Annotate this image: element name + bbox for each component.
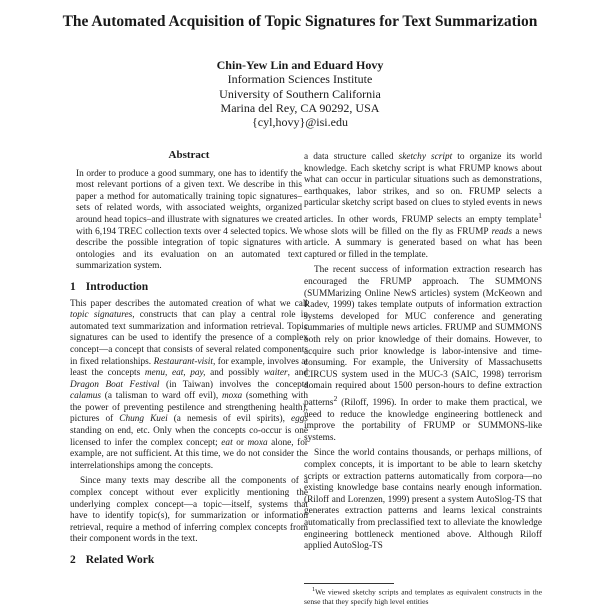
- affiliation-institute: Information Sciences Institute: [227, 72, 373, 87]
- author-names: Chin-Yew Lin and Eduard Hovy: [216, 58, 384, 72]
- section-2-title: Related Work: [85, 554, 155, 566]
- intro-paragraph-1: This paper describes the automated creation of what we call topic signatures, constructs that can play a central role in automated text summarization and information retrieval. Topic signatures can be used to identify the presence of a complex concept—a concept that consists of several related components in fixed relationships. Restaurant-visit, for example, involves at least the concepts menu, eat, pay, and possibly waiter, and Dragon Boat Festival (in Taiwan) involves the concepts calamus (a talisman to ward off evil), moxa (something with the power of preventing pestilence and strengthening health), pictures of Chung Kuei (a nemesis of evil spirits), eggs standing on end, etc. Only when the concepts co-occur is one licensed to infer the complex concept; eat or moxa alone, for example, are not sufficient. At this time, we do not consider the interrelationships among the concepts.: [70, 298, 308, 471]
- section-1-title: Introduction: [85, 280, 149, 293]
- footnote-1: [304, 585, 542, 606]
- paper-title: The Automated Acquisition of Topic Signatures for Text Summarization: [62, 13, 538, 30]
- section-2-heading: [70, 555, 308, 567]
- footnote-divider: [304, 583, 394, 584]
- related-paragraph-3: Since the world contains thousands, or perhaps millions, of complex concepts, it is important to be able to learn sketchy scripts or extraction patterns automatically from corpora—no existing knowledge base contains nearly enough information. (Riloff and Lorenzen, 1999) present a system AutoSlog-TS that generates extraction patterns and learns lexical constraints automatically from preclassified text to alleviate the knowledge engineering bottleneck mentioned above. Although Riloff applied AutoSlog-TS: [304, 448, 542, 552]
- section-1-heading: [70, 282, 308, 294]
- affiliation-address: Marina del Rey, CA 90292, USA: [220, 100, 380, 115]
- left-column: [70, 150, 308, 572]
- right-column: [304, 152, 542, 553]
- author-block: [100, 58, 500, 129]
- related-paragraph-1: a data structure called sketchy script to organize its world knowledge. Each sketchy script is what FRUMP knows about what can occur in particular situations such as demonstrations, earthquakes, labor strikes, and so on. FRUMP selects a particular sketchy script based on clues to styled events in news articles. In other words, FRUMP selects an empty template$^1$ whose slots will be filled on the fly as FRUMP reads a news article. A summary is generated based on what has been captured or filled in the template.: [304, 152, 542, 260]
- footnote-ref-1: 1: [538, 210, 542, 220]
- related-paragraph-2: The recent success of information extraction research has encouraged the FRUMP approach. The SUMMONS (SUMMarizing Online NewS articles) system (McKeown and Radev, 1999) takes template outputs of information extraction systems developed for MUC conference and generating summaries of multiple news articles. FRUMP and SUMMONS both rely on prior knowledge of their domains. However, to acquire such prior knowledge is labor-intensive and time-consuming. For example, the University of Massachusetts CIRCUS system used in the MUC-3 (SAIC, 1998) terrorism domain required about 1500 person-hours to define extraction patterns$^2$ (Riloff, 1996). In order to make them practical, we need to reduce the knowledge engineering bottleneck and improve the portability of FRUMP or SUMMONS-like systems.: [304, 265, 542, 443]
- footnote-mark: 1: [312, 586, 316, 593]
- author-email: {cyl,hovy}@isi.edu: [252, 115, 348, 130]
- section-1-number: 1: [70, 280, 76, 293]
- abstract-heading: Abstract: [168, 149, 210, 161]
- footnote-ref-2: 2: [333, 393, 338, 403]
- intro-paragraph-2: Since many texts may describe all the components of a complex concept without ever explicitly mentioning the underlying complex concept—a topic—itself, systems that have to identify topic(s), for summarization or information retrieval, require a method of inferring complex concepts from their component words in the text.: [70, 476, 308, 545]
- footnote-text: We viewed sketchy scripts and templates as equivalent constructs in the sense that they specify high level entities: [304, 587, 542, 606]
- affiliation-university: University of Southern California: [219, 86, 381, 101]
- abstract-text: In order to produce a good summary, one has to identify the most relevant portions of a given text. We describe in this paper a method for automatically training topic signatures–sets of related words, with associated weights, organized around head topics–and illustrate with signatures we created with 6,194 TREC collection texts over 4 selected topics. We describe the possible integration of topic signatures with ontologies and its evaluation on an automated text summarization system.: [76, 168, 302, 272]
- section-2-number: 2: [70, 554, 76, 566]
